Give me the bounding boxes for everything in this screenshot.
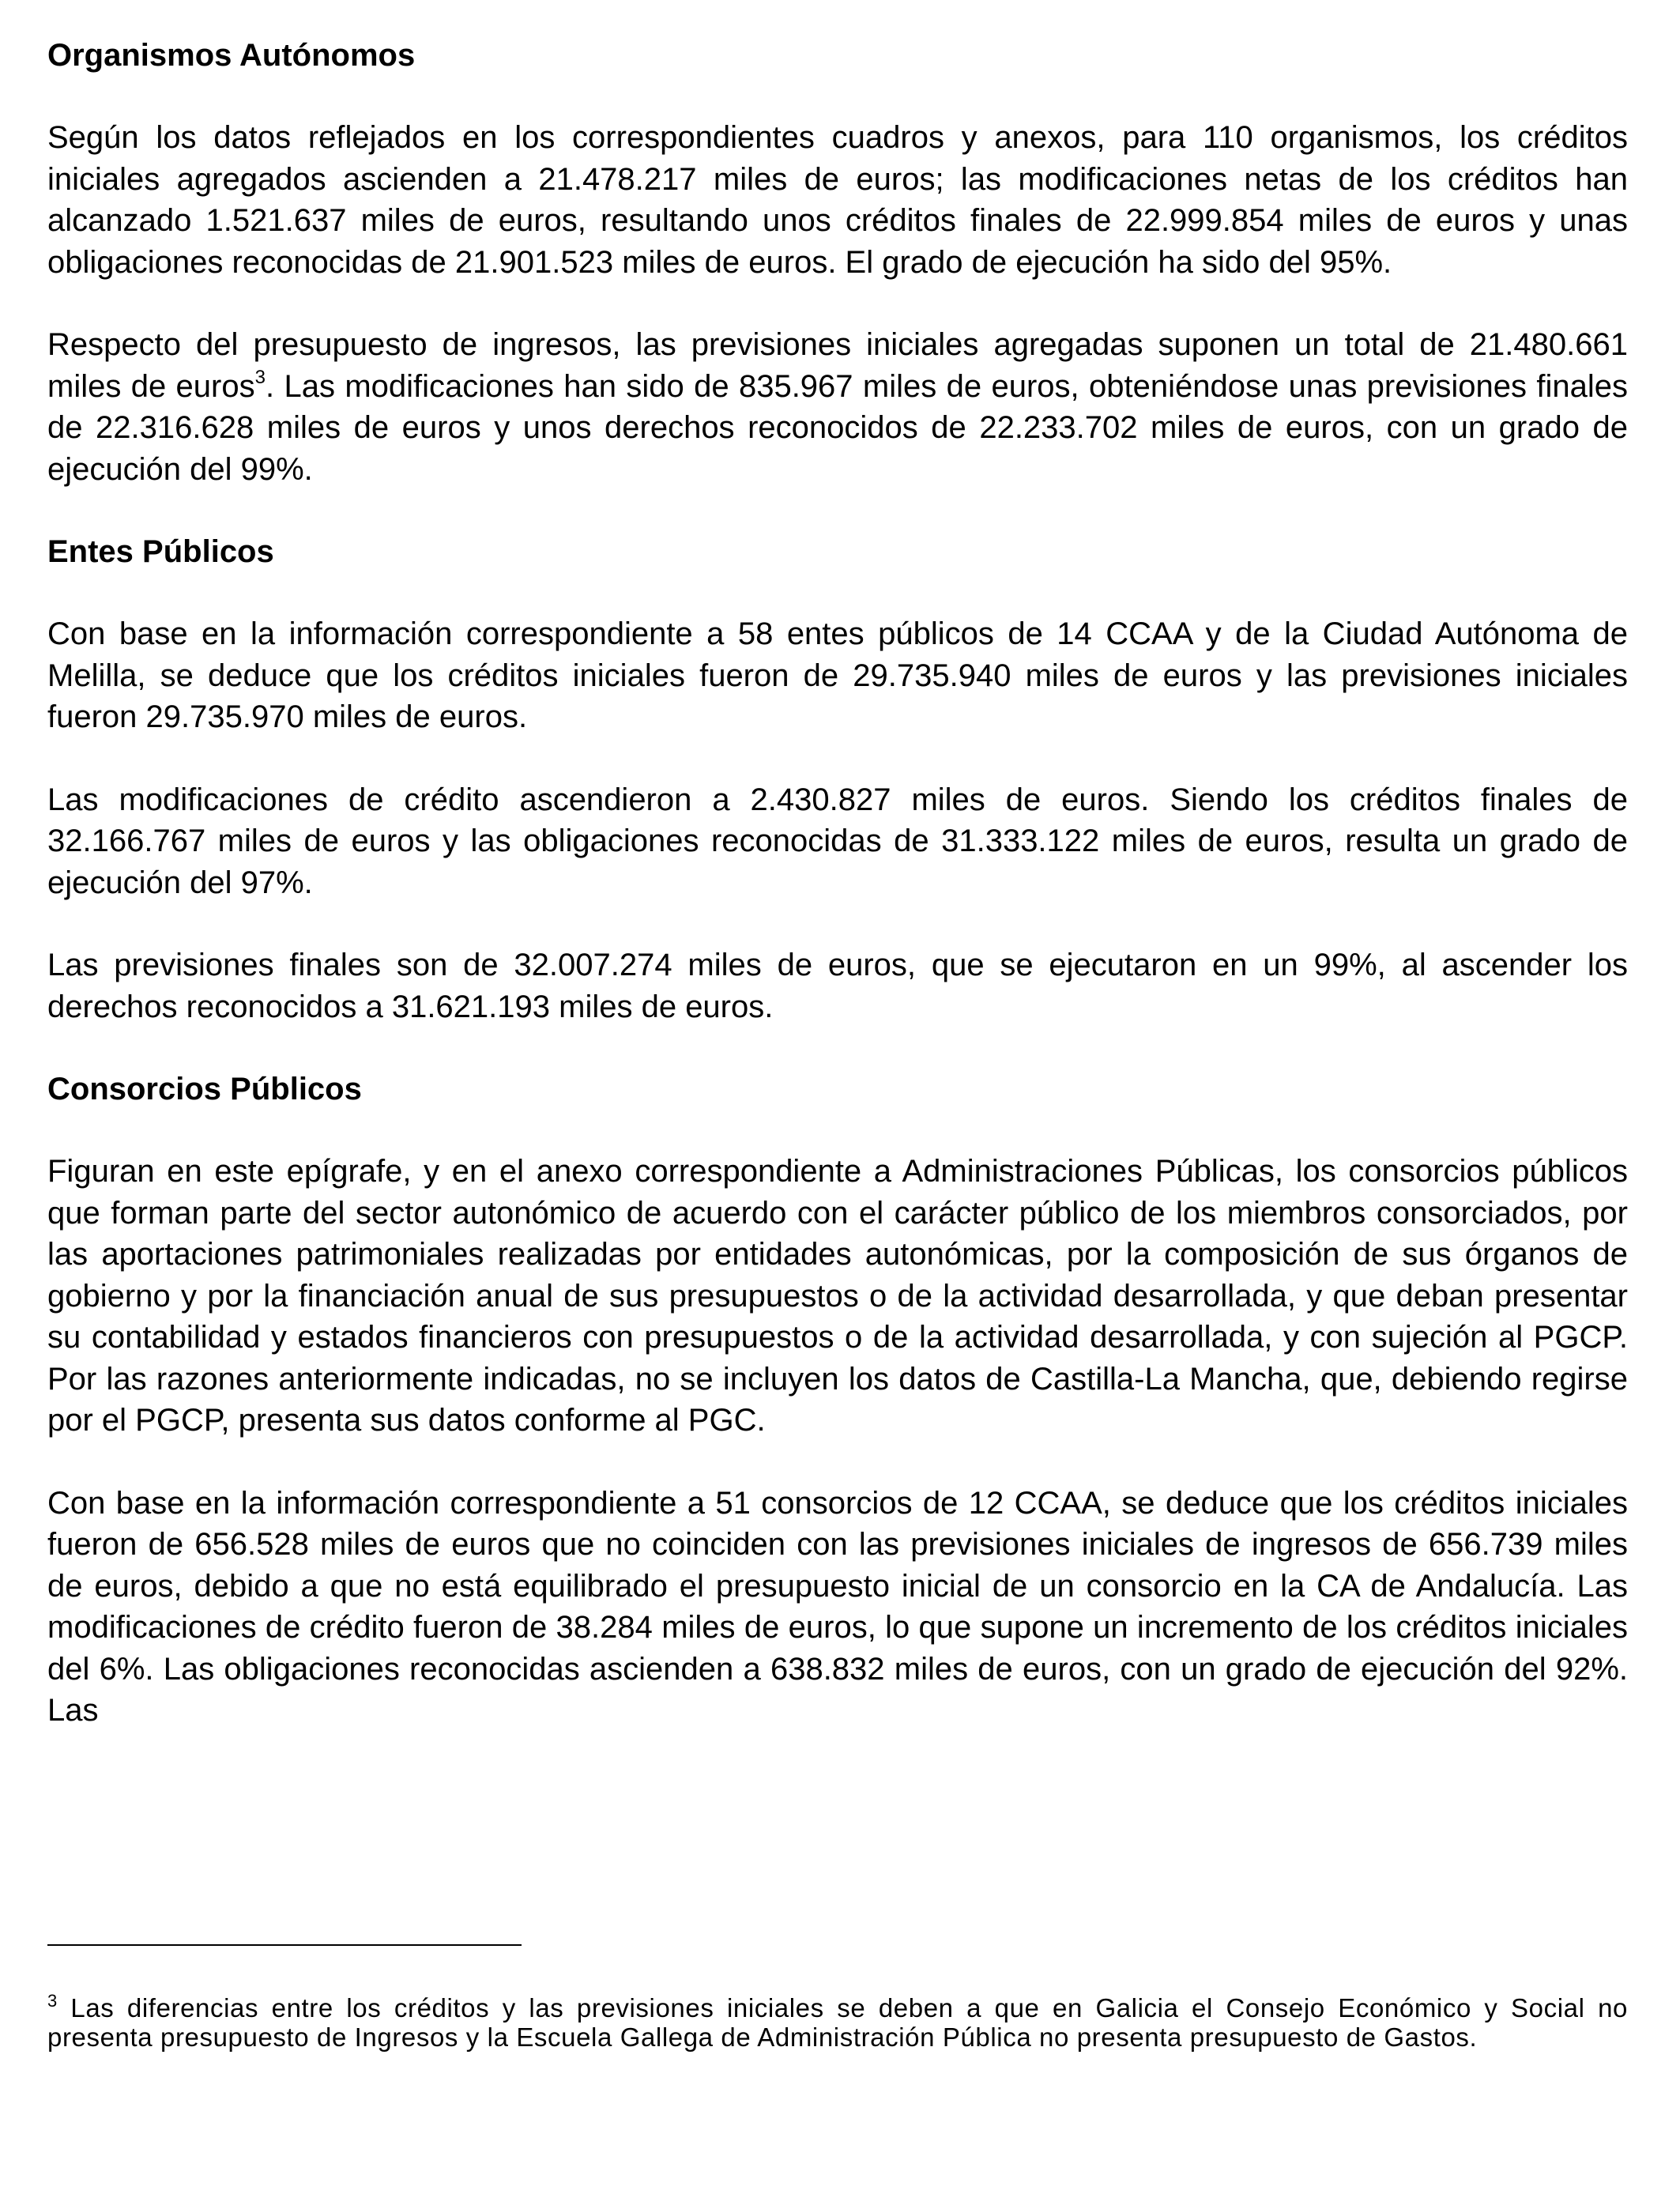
footnote-divider bbox=[47, 1944, 522, 1946]
paragraph-consorcios-datos: Con base en la información correspondiente a 51 consorcios de 12 CCAA, se deduce que los créditos iniciales fueron de 656.528 miles de euros que no coinciden con las previsiones iniciales de ingresos de 656.739 miles de euros, debido a que no está equilibrado el presupuesto inicial de un consorcio en la CA de Andalucía. Las modificaciones de crédito fueron de 38.284 miles de euros, lo que supone un incremento de los créditos iniciales del 6%. Las obligaciones reconocidas ascienden a 638.832 miles de euros, con un grado de ejecución del 92%. Las bbox=[47, 1485, 1628, 1728]
document-page bbox=[47, 35, 1628, 1732]
footnote-number: 3 bbox=[47, 1991, 58, 2011]
section-heading-entes-publicos: Entes Públicos bbox=[47, 534, 274, 569]
paragraph-entes-creditos: Con base en la información correspondiente a 58 entes públicos de 14 CCAA y de la Ciudad Autónoma de Melilla, se deduce que los créditos iniciales fueron de 29.735.940 miles de euros y las previsiones iniciales fueron 29.735.970 miles de euros. bbox=[47, 616, 1628, 734]
footnote-text: Las diferencias entre los créditos y las previsiones iniciales se deben a que en Galicia el Consejo Económico y Social no presenta presupuesto de Ingresos y la Escuela Gallega de Administración Pública no presenta presupuesto de Gastos. bbox=[47, 1993, 1628, 2052]
paragraph-text-before-note: Respecto del presupuesto de ingresos, las previsiones iniciales agregadas suponen un total de 21.480.661 miles de euros bbox=[47, 327, 1628, 404]
paragraph-organismos-gastos: Según los datos reflejados en los correspondientes cuadros y anexos, para 110 organismos, los créditos iniciales agregados ascienden a 21.478.217 miles de euros; las modificaciones netas de los créditos han alcanzado 1.521.637 miles de euros, resultando unos créditos finales de 22.999.854 miles de euros y unas obligaciones reconocidas de 21.901.523 miles de euros. El grado de ejecución ha sido del 95%. bbox=[47, 120, 1628, 280]
paragraph-text-after-note: . Las modificaciones han sido de 835.967 miles de euros, obteniéndose unas previsiones finales de 22.316.628 miles de euros y unos derechos reconocidos de 22.233.702 miles de euros, con un grado de ejecución del 99%. bbox=[47, 368, 1628, 487]
paragraph-consorcios-definicion: Figuran en este epígrafe, y en el anexo correspondiente a Administraciones Públicas, los consorcios públicos que forman parte del sector autonómico de acuerdo con el carácter público de los miembros consorciados, por las aportaciones patrimoniales realizadas por entidades autonómicas, por la composición de sus órganos de gobierno y por la financiación anual de sus presupuestos o de la actividad desarrollada, y que deban presentar su contabilidad y estados financieros con presupuestos o de la actividad desarrollada, y con sujeción al PGCP. Por las razones anteriormente indicadas, no se incluyen los datos de Castilla-La Mancha, que, debiendo regirse por el PGCP, presenta sus datos conforme al PGC. bbox=[47, 1154, 1628, 1438]
paragraph-entes-previsiones: Las previsiones finales son de 32.007.274 miles de euros, que se ejecutaron en un 99%, al ascender los derechos reconocidos a 31.621.193 miles de euros. bbox=[47, 948, 1628, 1024]
footnote bbox=[47, 1993, 1628, 2052]
section-heading-organismos-autonomos: Organismos Autónomos bbox=[47, 38, 416, 73]
footnote-reference[interactable]: 3 bbox=[254, 367, 266, 389]
paragraph-organismos-ingresos bbox=[47, 324, 1628, 490]
section-heading-consorcios-publicos: Consorcios Públicos bbox=[47, 1072, 362, 1106]
paragraph-entes-modificaciones: Las modificaciones de crédito ascendieron a 2.430.827 miles de euros. Siendo los créditos finales de 32.166.767 miles de euros y las obligaciones reconocidas de 31.333.122 miles de euros, resulta un grado de ejecución del 97%. bbox=[47, 782, 1628, 900]
